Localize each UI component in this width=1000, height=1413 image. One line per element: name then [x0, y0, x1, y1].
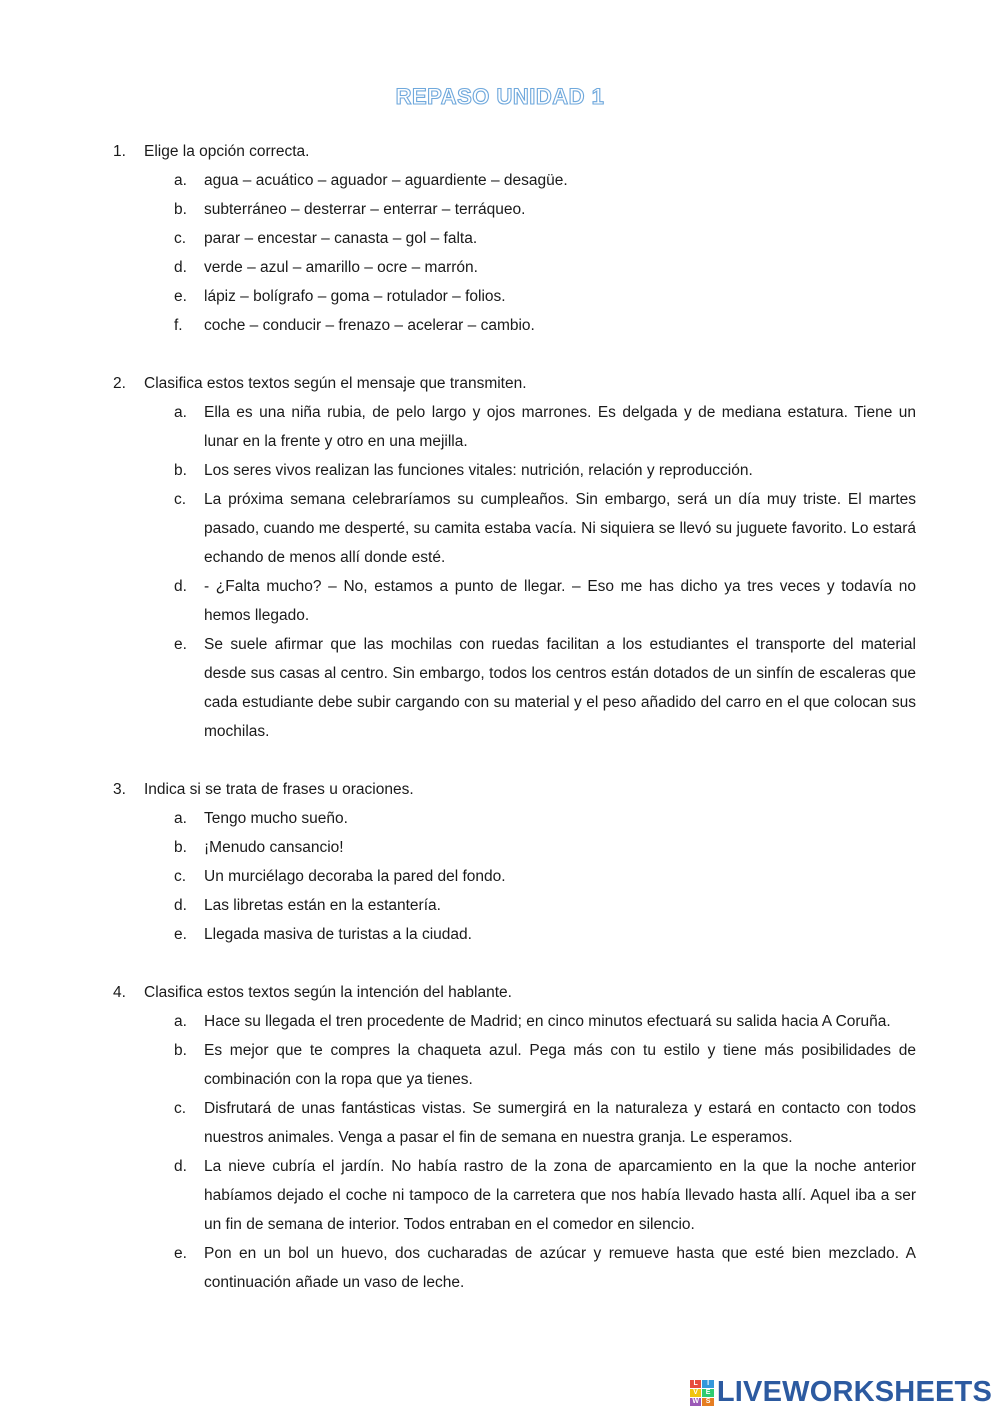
item-letter: c. — [174, 868, 187, 885]
item-text: Llegada masiva de turistas a la ciudad. — [204, 926, 472, 943]
item-text: Ella es una niña rubia, de pelo largo y ojos marrones. Es delgada y de mediana estatura. Tiene un lunar en la frente y otro en una mejilla. — [204, 404, 916, 450]
list-item — [0, 920, 1000, 949]
question-prompt: Clasifica estos textos según el mensaje que transmiten. — [144, 375, 527, 392]
item-letter: d. — [174, 259, 187, 276]
list-item — [0, 166, 1000, 195]
item-text: verde – azul – amarillo – ocre – marrón. — [204, 259, 478, 276]
question-prompt: Elige la opción correcta. — [144, 143, 310, 160]
item-text: Disfrutará de unas fantásticas vistas. Se sumergirá en la naturaleza y estará en contacto con todos nuestros animales. Venga a pasar el fin de semana en nuestra granja. Le esperamos. — [204, 1100, 916, 1146]
item-text: Un murciélago decoraba la pared del fondo. — [204, 868, 506, 885]
item-letter: e. — [174, 288, 187, 305]
item-letter: d. — [174, 578, 187, 595]
item-letter: b. — [174, 201, 187, 218]
list-item — [0, 195, 1000, 224]
list-item — [0, 833, 1000, 862]
item-text: parar – encestar – canasta – gol – falta. — [204, 230, 478, 247]
list-item — [0, 804, 1000, 833]
item-text: subterráneo – desterrar – enterrar – terráqueo. — [204, 201, 526, 218]
brand-name: LIVEWORKSHEETS — [716, 1376, 992, 1408]
list-item — [0, 224, 1000, 253]
item-text: ¡Menudo cansancio! — [204, 839, 344, 856]
liveworksheets-logo — [690, 1376, 992, 1409]
list-item — [0, 1239, 1000, 1297]
item-text: agua – acuático – aguador – aguardiente – desagüe. — [204, 172, 568, 189]
item-letter: b. — [174, 839, 187, 856]
question-prompt: Clasifica estos textos según la intención del hablante. — [144, 984, 512, 1001]
list-item — [0, 1094, 1000, 1152]
item-text: Es mejor que te compres la chaqueta azul. Pega más con tu estilo y tiene más posibilidades de combinación con la ropa que ya tienes. — [204, 1042, 916, 1088]
question-2 — [0, 369, 1000, 746]
list-item — [0, 311, 1000, 340]
list-item — [0, 1007, 1000, 1036]
item-text: lápiz – bolígrafo – goma – rotulador – folios. — [204, 288, 506, 305]
item-text: coche – conducir – frenazo – acelerar – cambio. — [204, 317, 535, 334]
item-text: La próxima semana celebraríamos su cumpleaños. Sin embargo, será un día muy triste. El martes pasado, cuando me desperté, su camita estaba vacía. Ni siquiera se llevó su juguete favorito. Lo estará echando de menos allí donde esté. — [204, 491, 916, 566]
item-letter: a. — [174, 810, 187, 827]
list-item — [0, 398, 1000, 456]
item-text: Pon en un bol un huevo, dos cucharadas de azúcar y remueve hasta que esté bien mezclado. A continuación añade un vaso de leche. — [204, 1245, 916, 1291]
item-letter: b. — [174, 1042, 187, 1059]
item-letter: e. — [174, 636, 187, 653]
question-3 — [0, 775, 1000, 949]
question-number: 1. — [113, 143, 126, 160]
item-letter: c. — [174, 491, 187, 508]
questions-list — [0, 137, 1000, 1326]
item-text: Hace su llegada el tren procedente de Madrid; en cinco minutos efectuará su salida hacia A Coruña. — [204, 1013, 891, 1030]
question-number: 3. — [113, 781, 126, 798]
list-item — [0, 572, 1000, 630]
item-text: Se suele afirmar que las mochilas con ruedas facilitan a los estudiantes el transporte del material desde sus casas al centro. Sin embargo, todos los centros están dotados de un sinfín de escaleras que cada estudiante debe subir cargando con su material y el peso añadido del carro en el que colocan sus mochilas. — [204, 636, 916, 740]
item-letter: c. — [174, 1100, 187, 1117]
item-letter: e. — [174, 926, 187, 943]
item-letter: f. — [174, 317, 183, 334]
item-letter: d. — [174, 1158, 187, 1175]
question-1 — [0, 137, 1000, 340]
list-item — [0, 1152, 1000, 1239]
item-letter: a. — [174, 1013, 187, 1030]
list-item — [0, 485, 1000, 572]
item-text: La nieve cubría el jardín. No había rastro de la zona de aparcamiento en la que la noche anterior habíamos dejado el coche ni tampoco de la carretera que nos había llevado hasta allí. Aquel iba a ser un fin de semana de interior. Todos entraban en el comedor en silencio. — [204, 1158, 916, 1233]
item-letter: a. — [174, 172, 187, 189]
item-text: - ¿Falta mucho? – No, estamos a punto de llegar. – Eso me has dicho ya tres veces y todavía no hemos llegado. — [204, 578, 916, 624]
item-letter: b. — [174, 462, 187, 479]
list-item — [0, 891, 1000, 920]
item-letter: d. — [174, 897, 187, 914]
question-4 — [0, 978, 1000, 1297]
item-letter: e. — [174, 1245, 187, 1262]
item-text: Las libretas están en la estantería. — [204, 897, 441, 914]
item-text: Tengo mucho sueño. — [204, 810, 348, 827]
list-item — [0, 282, 1000, 311]
question-number: 2. — [113, 375, 126, 392]
list-item — [0, 456, 1000, 485]
list-item — [0, 630, 1000, 746]
question-number: 4. — [113, 984, 126, 1001]
item-letter: a. — [174, 404, 187, 421]
worksheet-title: REPASO UNIDAD 1 — [395, 84, 605, 109]
item-letter: c. — [174, 230, 187, 247]
list-item — [0, 1036, 1000, 1094]
list-item — [0, 862, 1000, 891]
logo-mark-icon: L I V E W S — [690, 1380, 714, 1406]
question-prompt: Indica si se trata de frases u oraciones. — [144, 781, 414, 798]
item-text: Los seres vivos realizan las funciones vitales: nutrición, relación y reproducción. — [204, 462, 753, 479]
list-item — [0, 253, 1000, 282]
